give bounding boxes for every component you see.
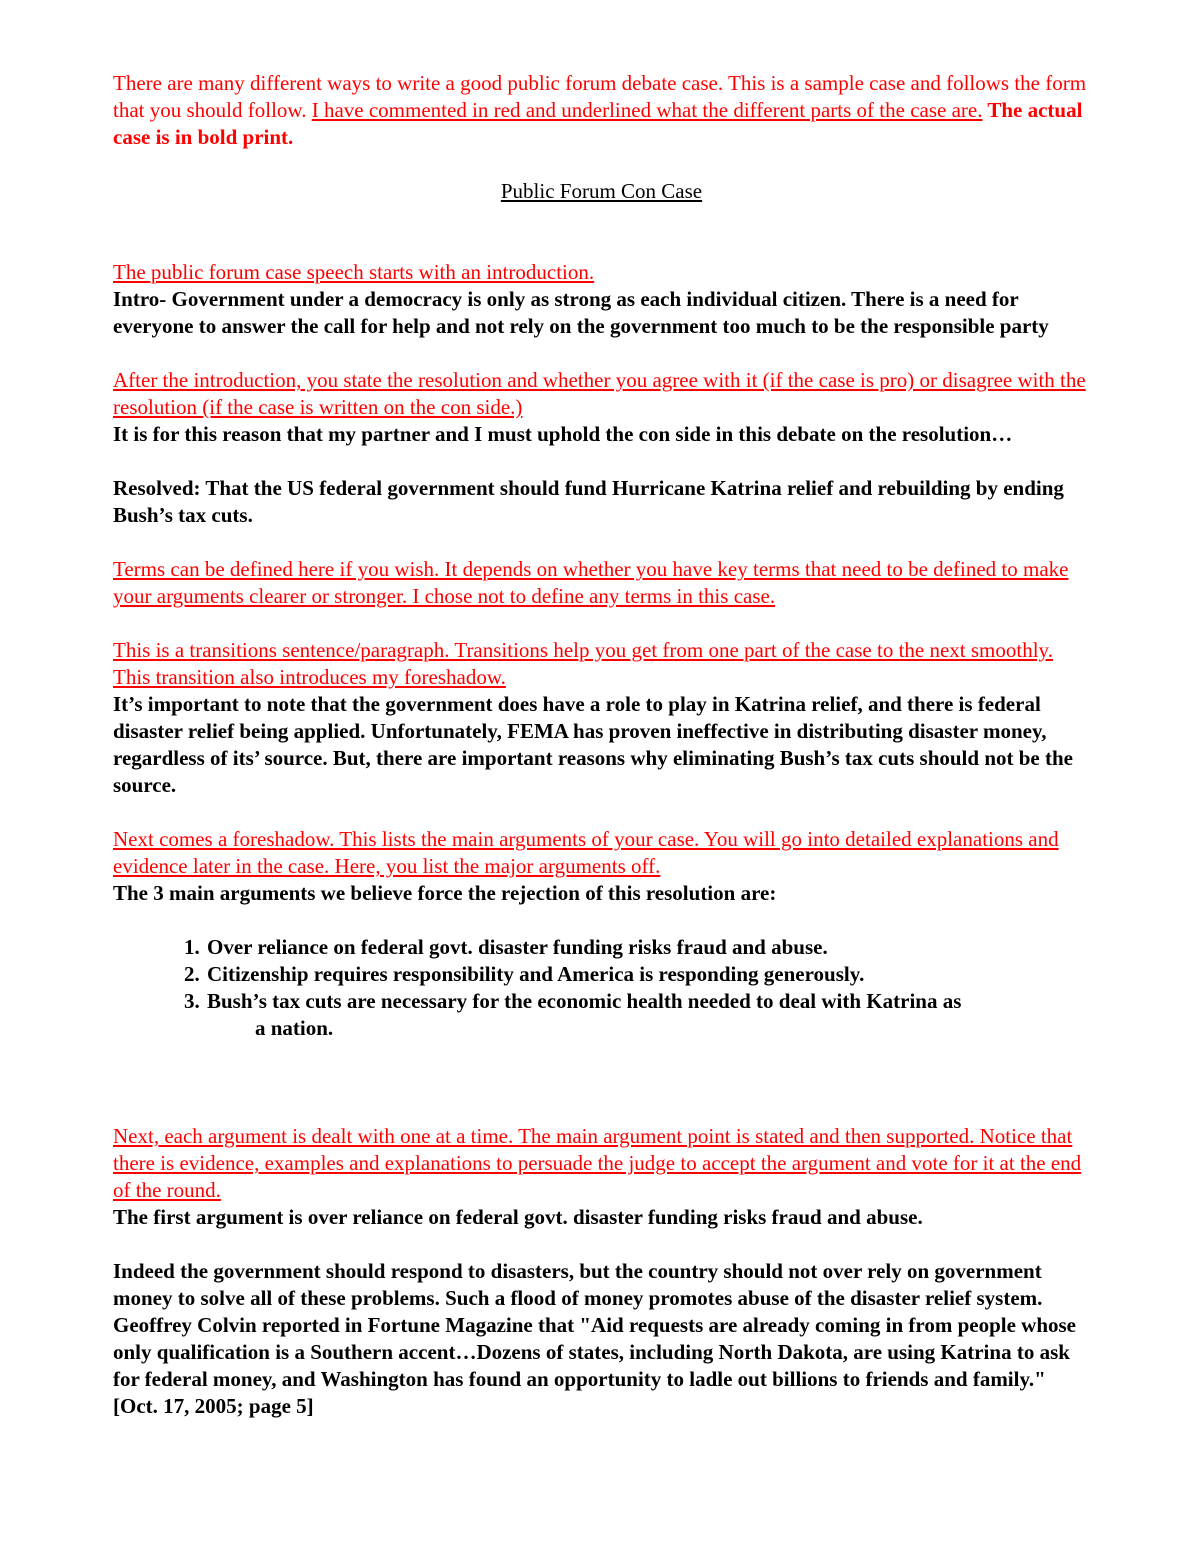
document-title: Public Forum Con Case bbox=[500, 179, 703, 203]
foreshadow-text: The 3 main arguments we believe force the rejection of this resolution are: bbox=[113, 881, 777, 905]
argument-item-text: Bush’s tax cuts are necessary for the economic health needed to deal with Katrina as bbox=[207, 989, 962, 1013]
intro-note bbox=[113, 70, 1090, 151]
first-argument: The first argument is over reliance on federal govt. disaster funding risks fraud and abuse. bbox=[113, 1205, 923, 1229]
argument-item: 1. Over reliance on federal govt. disaster funding risks fraud and abuse. bbox=[205, 934, 1090, 961]
intro-comment: The public forum case speech starts with an introduction. bbox=[113, 260, 595, 284]
argument-item: 2. Citizenship requires responsibility and America is responding generously. bbox=[205, 961, 1090, 988]
resolution-comment: After the introduction, you state the resolution and whether you agree with it (if the case is pro) or disagree with the resolution (if the case is written on the con side.) bbox=[113, 368, 1086, 419]
transition-comment: This is a transitions sentence/paragraph. Transitions help you get from one part of the case to the next smoothly. This transition also introduces my foreshadow. bbox=[113, 638, 1053, 689]
foreshadow-comment: Next comes a foreshadow. This lists the main arguments of your case. You will go into detailed explanations and evidence later in the case. Here, you list the major arguments off. bbox=[113, 827, 1059, 878]
argument-item-continuation: a nation. bbox=[255, 1016, 334, 1040]
intro-note-underlined: I have commented in red and underlined what the different parts of the case are. bbox=[311, 98, 983, 122]
transition-text: It’s important to note that the government does have a role to play in Katrina relief, and there is federal disaster relief being applied. Unfortunately, FEMA has proven ineffective in distributing disaster money, regardless of its’ source. But, there are important reasons why eliminating Bush’s tax cuts should not be the source. bbox=[113, 692, 1073, 797]
terms-comment: Terms can be defined here if you wish. It depends on whether you have key terms that need to be defined to make your arguments clearer or stronger. I chose not to define any terms in this case. bbox=[113, 557, 1069, 608]
evidence-text: Indeed the government should respond to disasters, but the country should not over rely on government money to solve all of these problems. Such a flood of money promotes abuse of the disaster relief system. Geoffrey Colvin reported in Fortune Magazine that "Aid requests are already coming in from people whose only qualification is a Southern accent…Dozens of states, including North Dakota, are using Katrina to ask for federal money, and Washington has found an opportunity to ladle out billions to friends and family." [Oct. 17, 2005; page 5] bbox=[113, 1259, 1076, 1418]
each-argument-comment: Next, each argument is dealt with one at a time. The main argument point is stated and then supported. Notice that there is evidence, examples and explanations to persuade the judge to accept the argument and vote for it at the end of the round. bbox=[113, 1124, 1082, 1202]
intro-note-bold: The actual case is in bold print. bbox=[113, 98, 1083, 149]
arguments-list bbox=[113, 934, 1090, 1042]
intro-note-plain: There are many different ways to write a good public forum debate case. This is a sample case and follows the form that you should follow. bbox=[113, 71, 1087, 122]
argument-item bbox=[205, 988, 1090, 1042]
intro-text: Intro- Government under a democracy is only as strong as each individual citizen. There is a need for everyone to answer the call for help and not rely on the government too much to be the responsible party bbox=[113, 287, 1049, 338]
resolved-text: Resolved: That the US federal government should fund Hurricane Katrina relief and rebuilding by ending Bush’s tax cuts. bbox=[113, 476, 1064, 527]
resolution-text: It is for this reason that my partner and I must uphold the con side in this debate on the resolution… bbox=[113, 422, 1013, 446]
